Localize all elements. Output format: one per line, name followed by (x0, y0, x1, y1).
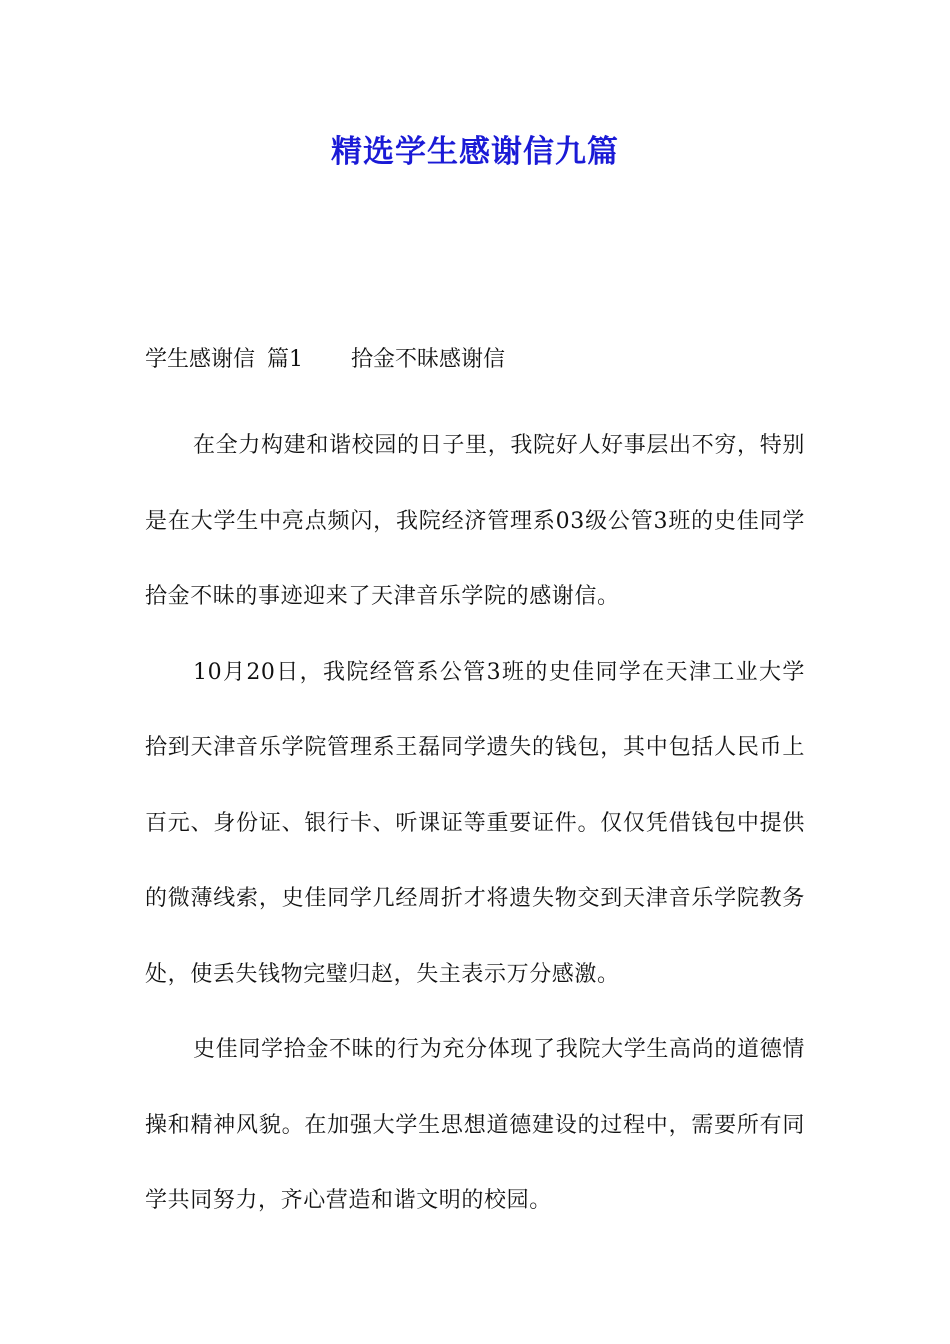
paragraph-2: 10月20日，我院经管系公管3班的史佳同学在天津工业大学拾到天津音乐学院管理系王磊同学遗失的钱包，其中包括人民币上百元、身份证、银行卡、听课证等重要证件。仅仅凭借钱包中提供的微薄线索，史佳同学几经周折才将遗失物交到天津音乐学院教务处，使丢失钱物完璧归赵，失主表示万分感激。 (145, 659, 805, 987)
paragraph-1: 在全力构建和谐校园的日子里，我院好人好事层出不穷，特别是在大学生中亮点频闪，我院经济管理系03级公管3班的史佳同学拾金不昧的事迹迎来了天津音乐学院的感谢信。 (145, 433, 805, 609)
paragraph-3: 史佳同学拾金不昧的行为充分体现了我院大学生高尚的道德情操和精神风貌。在加强大学生思想道德建设的过程中，需要所有同学共同努力，齐心营造和谐文明的校园。 (145, 1037, 805, 1213)
section-heading (145, 340, 505, 380)
section-number: 篇1 (267, 347, 304, 372)
section-label: 学生感谢信 (145, 347, 256, 372)
letter-body (145, 408, 805, 1239)
section-subtitle: 拾金不昧感谢信 (351, 347, 506, 372)
document-title: 精选学生感谢信九篇 (331, 134, 619, 170)
